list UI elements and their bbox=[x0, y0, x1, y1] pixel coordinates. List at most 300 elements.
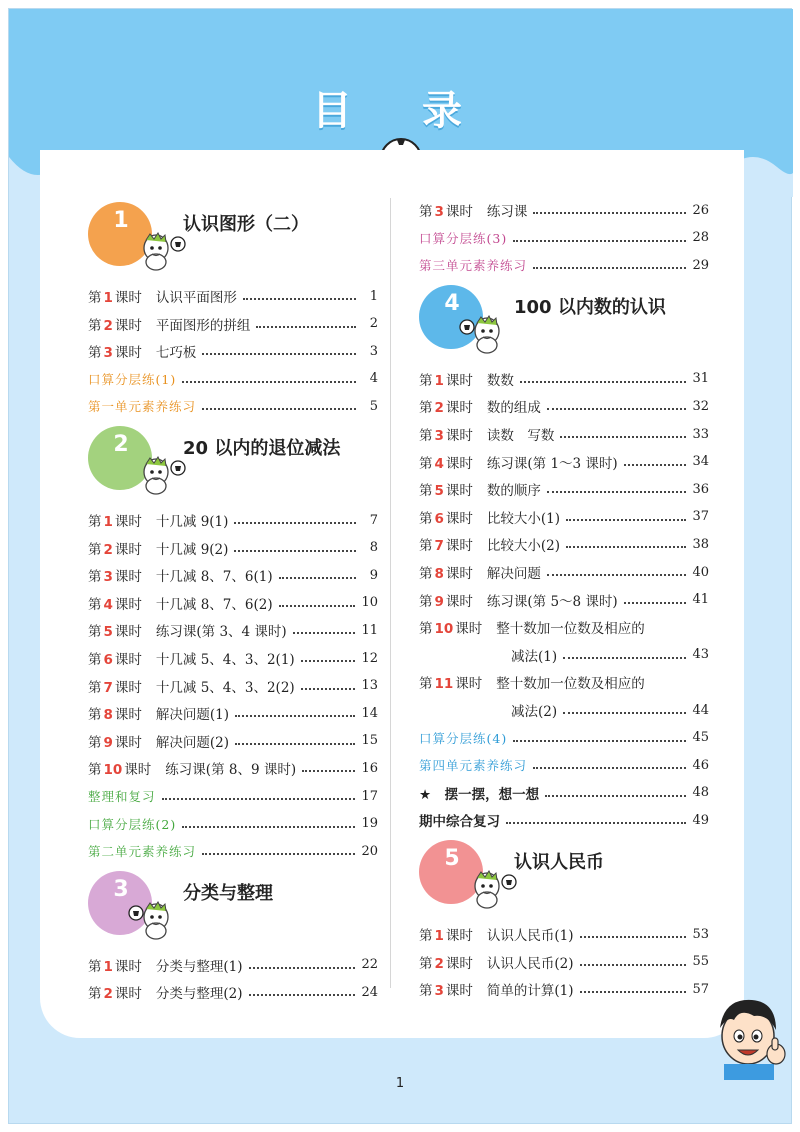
lesson-number: 7 bbox=[103, 679, 113, 696]
lesson-entry[interactable] bbox=[88, 980, 378, 1004]
entry-title: 整理和复习 bbox=[88, 789, 156, 804]
lesson-suffix: 课时 bbox=[114, 317, 142, 334]
entry-title: 认识平面图形 bbox=[155, 290, 237, 306]
entry-title: 十几减 9(2) bbox=[155, 541, 229, 558]
dot-leader bbox=[301, 688, 356, 690]
dot-leader bbox=[580, 991, 687, 993]
page-reference: 1 bbox=[369, 288, 378, 304]
lesson-number-label bbox=[419, 924, 473, 944]
lesson-number: 4 bbox=[434, 455, 444, 472]
lesson-number-label bbox=[88, 314, 142, 334]
lesson-prefix: 第 bbox=[419, 538, 433, 555]
lesson-number-label bbox=[88, 510, 142, 530]
unit-number: 5 bbox=[444, 846, 460, 871]
lesson-suffix: 课时 bbox=[114, 986, 142, 1003]
lesson-number: 5 bbox=[434, 483, 444, 500]
lesson-suffix: 课时 bbox=[445, 955, 473, 972]
dot-leader bbox=[234, 522, 356, 524]
dot-leader bbox=[234, 550, 356, 552]
page-reference: 55 bbox=[692, 954, 709, 970]
lesson-prefix: 第 bbox=[88, 317, 102, 334]
lesson-entry[interactable] bbox=[419, 977, 709, 1001]
entry-title: 十几减 5、4、3、2(2) bbox=[155, 679, 295, 696]
lesson-number: 3 bbox=[434, 204, 444, 220]
entry-title: 练习课(第 8、9 课时) bbox=[165, 762, 297, 779]
lesson-number-label bbox=[88, 758, 151, 778]
entry-title: 期中综合复习 bbox=[419, 814, 500, 831]
dot-leader bbox=[293, 632, 356, 634]
lesson-entry[interactable] bbox=[419, 477, 709, 501]
lesson-prefix: 第 bbox=[419, 928, 433, 944]
lesson-entry[interactable] bbox=[419, 198, 709, 222]
lesson-number-label bbox=[419, 396, 473, 416]
lesson-entry-continued[interactable] bbox=[419, 698, 709, 722]
lesson-number: 6 bbox=[434, 510, 444, 527]
lesson-entry[interactable] bbox=[88, 339, 378, 363]
lesson-entry[interactable] bbox=[88, 508, 378, 532]
lesson-number-label bbox=[419, 424, 473, 444]
lesson-prefix: 第 bbox=[419, 510, 433, 527]
page-reference: 17 bbox=[361, 788, 378, 804]
page-reference: 9 bbox=[369, 567, 378, 583]
practice-entry[interactable] bbox=[419, 226, 709, 250]
entry-title: 分类与整理(2) bbox=[155, 986, 243, 1003]
lesson-number-label bbox=[419, 452, 473, 472]
page-reference: 38 bbox=[692, 536, 709, 552]
lesson-number-label bbox=[88, 703, 142, 723]
lesson-suffix: 课时 bbox=[124, 762, 152, 779]
unit-title: 认识人民币 bbox=[514, 852, 604, 873]
lesson-entry-continued[interactable] bbox=[419, 643, 709, 667]
dot-leader bbox=[243, 298, 356, 300]
dot-leader bbox=[580, 964, 687, 966]
dot-leader bbox=[545, 795, 686, 797]
unit-title: 100 以内数的认识 bbox=[514, 296, 666, 318]
lesson-suffix: 课时 bbox=[445, 372, 473, 389]
lesson-prefix: 第 bbox=[419, 676, 433, 693]
lesson-number: 9 bbox=[434, 593, 444, 610]
lesson-number-label bbox=[88, 676, 142, 696]
lesson-entry[interactable] bbox=[88, 312, 378, 336]
lesson-suffix: 课时 bbox=[445, 928, 473, 944]
lesson-entry[interactable] bbox=[419, 670, 709, 694]
entry-title: 十几减 5、4、3、2(1) bbox=[155, 652, 295, 668]
page-reference: 43 bbox=[692, 647, 709, 663]
lesson-number: 3 bbox=[103, 569, 113, 586]
entry-title: 解决问题(2) bbox=[155, 734, 230, 751]
dot-leader bbox=[533, 212, 686, 214]
lesson-number-label bbox=[419, 672, 482, 692]
lesson-suffix: 课时 bbox=[445, 400, 473, 417]
page-reference: 11 bbox=[361, 622, 378, 638]
dot-leader bbox=[202, 853, 355, 855]
lesson-number-label bbox=[419, 200, 473, 220]
lesson-entry[interactable] bbox=[88, 674, 378, 698]
entry-title: 数数 bbox=[486, 372, 514, 389]
unit-title: 分类与整理 bbox=[183, 882, 273, 904]
entry-title: 练习课(第 3、4 课时) bbox=[155, 624, 287, 641]
entry-title: 练习课(第 1～3 课时) bbox=[486, 455, 618, 472]
dot-leader bbox=[513, 740, 686, 742]
entry-title-continued: 减法(2) bbox=[511, 704, 558, 720]
lesson-entry[interactable] bbox=[88, 701, 378, 725]
dinosaur-mascot-icon bbox=[128, 891, 188, 941]
entry-title: 七巧板 bbox=[155, 345, 197, 362]
lesson-entry[interactable] bbox=[419, 922, 709, 946]
dot-leader bbox=[547, 491, 687, 493]
lesson-suffix: 课时 bbox=[114, 596, 142, 613]
unit-header bbox=[419, 285, 709, 371]
dot-leader bbox=[202, 353, 356, 355]
entry-title: 整十数加一位数及相应的 bbox=[496, 676, 645, 693]
lesson-number-label bbox=[88, 538, 142, 558]
page-reference: 57 bbox=[692, 981, 709, 997]
page-reference: 4 bbox=[369, 371, 378, 387]
lesson-prefix: 第 bbox=[88, 345, 102, 362]
lesson-prefix: 第 bbox=[88, 596, 102, 613]
page-reference: 13 bbox=[361, 678, 378, 694]
lesson-prefix: 第 bbox=[88, 569, 102, 586]
page-reference: 33 bbox=[692, 426, 709, 442]
entry-title: 第四单元素养练习 bbox=[419, 758, 528, 774]
lesson-entry[interactable] bbox=[88, 729, 378, 753]
lesson-number: 10 bbox=[103, 762, 123, 779]
entry-title: 十几减 8、7、6(1) bbox=[155, 569, 273, 586]
lesson-suffix: 课时 bbox=[445, 483, 473, 500]
section-entry[interactable] bbox=[419, 808, 709, 832]
entry-title: 比较大小(2) bbox=[486, 538, 561, 555]
lesson-number: 8 bbox=[103, 707, 113, 724]
page-reference: 44 bbox=[692, 702, 709, 718]
lesson-number: 6 bbox=[103, 652, 113, 668]
lesson-suffix: 课时 bbox=[445, 455, 473, 472]
lesson-suffix: 课时 bbox=[445, 593, 473, 610]
lesson-number: 2 bbox=[103, 541, 113, 558]
dot-leader bbox=[302, 770, 355, 772]
dot-leader bbox=[249, 994, 356, 996]
unit-number: 2 bbox=[113, 432, 129, 457]
practice-entry[interactable] bbox=[88, 367, 378, 391]
practice-entry[interactable] bbox=[419, 753, 709, 777]
lesson-number: 1 bbox=[103, 958, 113, 975]
lesson-prefix: 第 bbox=[88, 514, 102, 530]
entry-title: 分类与整理(1) bbox=[155, 958, 243, 975]
lesson-prefix: 第 bbox=[419, 372, 433, 389]
lesson-suffix: 课时 bbox=[114, 652, 142, 668]
lesson-entry[interactable] bbox=[88, 284, 378, 308]
unit-header bbox=[88, 426, 378, 512]
lesson-number: 1 bbox=[103, 290, 113, 306]
lesson-suffix: 课时 bbox=[114, 624, 142, 641]
dot-leader bbox=[235, 715, 355, 717]
lesson-entry[interactable] bbox=[88, 756, 378, 780]
lesson-number: 2 bbox=[103, 317, 113, 334]
entry-title: 第一单元素养练习 bbox=[88, 399, 197, 415]
lesson-entry[interactable] bbox=[419, 532, 709, 556]
lesson-entry[interactable] bbox=[419, 560, 709, 584]
unit-header bbox=[419, 840, 709, 926]
dinosaur-mascot-icon bbox=[459, 860, 519, 910]
unit-title: 20 以内的退位减法 bbox=[183, 438, 341, 459]
lesson-entry[interactable] bbox=[419, 422, 709, 446]
lesson-number: 1 bbox=[434, 372, 444, 389]
lesson-number: 8 bbox=[434, 566, 444, 582]
page-reference: 15 bbox=[361, 733, 378, 749]
lesson-number-label bbox=[88, 731, 142, 751]
lesson-suffix: 课时 bbox=[445, 510, 473, 527]
page-reference: 20 bbox=[361, 843, 378, 859]
lesson-prefix: 第 bbox=[88, 707, 102, 724]
dot-leader bbox=[533, 267, 686, 269]
page-reference: 26 bbox=[692, 202, 709, 218]
unit-header bbox=[88, 202, 378, 288]
dot-leader bbox=[580, 936, 687, 938]
page-reference: 31 bbox=[692, 371, 709, 387]
lesson-entry[interactable] bbox=[419, 615, 709, 639]
dot-leader bbox=[566, 519, 686, 521]
dot-leader bbox=[624, 464, 687, 466]
page-reference: 5 bbox=[369, 398, 378, 414]
practice-entry[interactable] bbox=[419, 253, 709, 277]
page-reference: 48 bbox=[692, 785, 709, 801]
lesson-entry[interactable] bbox=[88, 591, 378, 615]
lesson-prefix: 第 bbox=[419, 483, 433, 500]
lesson-number: 3 bbox=[434, 983, 444, 1000]
unit-title: 认识图形（二） bbox=[183, 214, 309, 235]
lesson-number: 11 bbox=[434, 676, 454, 693]
lesson-number-label bbox=[419, 369, 473, 389]
lesson-entry[interactable] bbox=[419, 505, 709, 529]
entry-title: 十几减 8、7、6(2) bbox=[155, 596, 273, 613]
lesson-number-label bbox=[88, 593, 142, 613]
lesson-number-label bbox=[88, 286, 142, 306]
dot-leader bbox=[249, 967, 356, 969]
lesson-entry[interactable] bbox=[419, 950, 709, 974]
lesson-number-label bbox=[419, 979, 473, 999]
page-reference: 34 bbox=[692, 454, 709, 470]
entry-title: 比较大小(1) bbox=[486, 510, 561, 527]
lesson-suffix: 课时 bbox=[114, 514, 142, 530]
dot-leader bbox=[533, 767, 686, 769]
entry-title: 解决问题(1) bbox=[155, 707, 230, 724]
dot-leader bbox=[566, 546, 686, 548]
column-divider bbox=[390, 198, 391, 988]
lesson-prefix: 第 bbox=[419, 400, 433, 417]
page-reference: 40 bbox=[692, 564, 709, 580]
entry-title: 简单的计算(1) bbox=[486, 983, 574, 1000]
lesson-number-label bbox=[88, 620, 142, 640]
lesson-number: 9 bbox=[103, 734, 113, 751]
practice-entry[interactable] bbox=[88, 394, 378, 418]
lesson-number: 3 bbox=[103, 345, 113, 362]
lesson-number: 2 bbox=[434, 955, 444, 972]
lesson-prefix: 第 bbox=[88, 734, 102, 751]
lesson-prefix: 第 bbox=[88, 541, 102, 558]
dot-leader bbox=[506, 822, 686, 824]
lesson-suffix: 课时 bbox=[114, 958, 142, 975]
lesson-suffix: 课时 bbox=[445, 566, 473, 582]
entry-title-continued: 减法(1) bbox=[511, 648, 558, 665]
lesson-suffix: 课时 bbox=[114, 290, 142, 306]
lesson-prefix: 第 bbox=[88, 624, 102, 641]
practice-entry[interactable] bbox=[88, 839, 378, 863]
entry-title: 读数 写数 bbox=[486, 428, 555, 444]
lesson-number-label bbox=[419, 507, 473, 527]
lesson-number: 5 bbox=[103, 624, 113, 641]
page-reference: 36 bbox=[692, 481, 709, 497]
entry-title: 十几减 9(1) bbox=[155, 514, 229, 530]
lesson-prefix: 第 bbox=[419, 621, 433, 638]
entry-title: 认识人民币(2) bbox=[486, 955, 574, 972]
lesson-number: 2 bbox=[434, 400, 444, 417]
dot-leader bbox=[279, 605, 356, 607]
lesson-prefix: 第 bbox=[419, 566, 433, 582]
entry-title: 数的顺序 bbox=[486, 483, 541, 500]
entry-title: 第二单元素养练习 bbox=[88, 844, 197, 860]
page-reference: 10 bbox=[361, 595, 378, 611]
dot-leader bbox=[563, 712, 686, 714]
page-reference: 32 bbox=[692, 398, 709, 414]
page-reference: 45 bbox=[692, 730, 709, 746]
lesson-suffix: 课时 bbox=[114, 734, 142, 751]
lesson-entry[interactable] bbox=[88, 618, 378, 642]
lesson-suffix: 课时 bbox=[445, 204, 473, 220]
unit-number: 3 bbox=[113, 876, 129, 902]
lesson-prefix: 第 bbox=[88, 652, 102, 668]
lesson-suffix: 课时 bbox=[445, 983, 473, 1000]
lesson-prefix: 第 bbox=[88, 762, 102, 779]
lesson-number-label bbox=[88, 341, 142, 361]
unit-number: 1 bbox=[113, 208, 129, 233]
entry-title: 口算分层练(3) bbox=[419, 230, 508, 246]
lesson-number-label bbox=[419, 479, 473, 499]
lesson-suffix: 课时 bbox=[445, 428, 473, 444]
lesson-prefix: 第 bbox=[88, 958, 102, 975]
page-reference: 3 bbox=[369, 343, 378, 359]
page-reference: 46 bbox=[692, 757, 709, 773]
lesson-entry[interactable] bbox=[419, 367, 709, 391]
page-reference: 7 bbox=[369, 512, 378, 528]
page-number: 1 bbox=[395, 1076, 405, 1091]
unit-header bbox=[88, 871, 378, 957]
entry-title: 口算分层练(1) bbox=[88, 371, 177, 387]
dinosaur-mascot-icon bbox=[128, 446, 188, 496]
page-reference: 49 bbox=[692, 812, 709, 828]
entry-title: 认识人民币(1) bbox=[486, 928, 574, 944]
page-reference: 2 bbox=[369, 316, 378, 332]
page-reference: 28 bbox=[692, 230, 709, 246]
lesson-suffix: 课时 bbox=[114, 345, 142, 362]
dot-leader bbox=[256, 326, 356, 328]
boy-mascot-icon bbox=[710, 994, 790, 1080]
lesson-suffix: 课时 bbox=[114, 679, 142, 696]
practice-entry[interactable] bbox=[419, 726, 709, 750]
lesson-prefix: 第 bbox=[419, 593, 433, 610]
lesson-number-label bbox=[88, 982, 142, 1002]
entry-title: 数的组成 bbox=[486, 400, 541, 417]
dot-leader bbox=[301, 660, 356, 662]
lesson-prefix: 第 bbox=[88, 986, 102, 1003]
page-reference: 53 bbox=[692, 926, 709, 942]
page-reference: 22 bbox=[361, 957, 378, 973]
lesson-prefix: 第 bbox=[419, 204, 433, 220]
entry-title: 口算分层练(4) bbox=[419, 730, 508, 746]
dot-leader bbox=[563, 657, 686, 659]
dot-leader bbox=[182, 826, 355, 828]
lesson-number-label bbox=[419, 562, 473, 582]
page-reference: 19 bbox=[361, 816, 378, 832]
lesson-entry[interactable] bbox=[88, 646, 378, 670]
lesson-number: 3 bbox=[434, 428, 444, 444]
lesson-number-label bbox=[419, 617, 482, 637]
lesson-number: 10 bbox=[434, 621, 454, 638]
lesson-prefix: 第 bbox=[419, 455, 433, 472]
entry-title: 练习课 bbox=[486, 204, 528, 220]
practice-entry[interactable] bbox=[88, 812, 378, 836]
dot-leader bbox=[547, 574, 687, 576]
dot-leader bbox=[513, 240, 686, 242]
dinosaur-mascot-icon bbox=[128, 222, 188, 272]
lesson-suffix: 课时 bbox=[114, 569, 142, 586]
lesson-prefix: 第 bbox=[419, 428, 433, 444]
lesson-suffix: 课时 bbox=[114, 707, 142, 724]
lesson-entry[interactable] bbox=[88, 563, 378, 587]
lesson-prefix: 第 bbox=[419, 983, 433, 1000]
entry-title: 口算分层练(2) bbox=[88, 816, 177, 832]
lesson-number: 4 bbox=[103, 596, 113, 613]
lesson-entry[interactable] bbox=[419, 394, 709, 418]
lesson-number-label bbox=[419, 534, 473, 554]
dot-leader bbox=[235, 743, 355, 745]
dot-leader bbox=[547, 408, 687, 410]
lesson-number-label bbox=[419, 590, 473, 610]
page-reference: 41 bbox=[692, 592, 709, 608]
lesson-number: 1 bbox=[434, 928, 444, 944]
dot-leader bbox=[560, 436, 686, 438]
entry-title: 平面图形的拼组 bbox=[155, 317, 251, 334]
lesson-suffix: 课时 bbox=[114, 541, 142, 558]
lesson-suffix: 课时 bbox=[455, 621, 483, 638]
lesson-suffix: 课时 bbox=[445, 538, 473, 555]
lesson-number-label bbox=[419, 952, 473, 972]
dot-leader bbox=[162, 798, 356, 800]
section-entry[interactable] bbox=[419, 781, 709, 805]
lesson-number: 2 bbox=[103, 986, 113, 1003]
page-title: 目 录 bbox=[312, 88, 490, 134]
page-reference: 37 bbox=[692, 509, 709, 525]
entry-title: ★ 摆一摆，想一想 bbox=[419, 786, 540, 803]
dot-leader bbox=[202, 408, 356, 410]
lesson-entry[interactable] bbox=[419, 588, 709, 612]
lesson-entry[interactable] bbox=[88, 536, 378, 560]
lesson-number-label bbox=[88, 565, 142, 585]
lesson-number: 1 bbox=[103, 514, 113, 530]
dot-leader bbox=[624, 602, 687, 604]
entry-title: 练习课(第 5～8 课时) bbox=[486, 593, 618, 610]
entry-title: 解决问题 bbox=[486, 566, 541, 582]
lesson-entry[interactable] bbox=[419, 450, 709, 474]
entry-title: 第三单元素养练习 bbox=[419, 258, 528, 274]
page-reference: 16 bbox=[361, 760, 378, 776]
lesson-prefix: 第 bbox=[88, 290, 102, 306]
practice-entry[interactable] bbox=[88, 784, 378, 808]
lesson-entry[interactable] bbox=[88, 953, 378, 977]
dot-leader bbox=[279, 577, 356, 579]
page-reference: 24 bbox=[361, 984, 378, 1000]
lesson-number: 7 bbox=[434, 538, 444, 555]
page-reference: 29 bbox=[692, 257, 709, 273]
page-reference: 12 bbox=[361, 650, 378, 666]
